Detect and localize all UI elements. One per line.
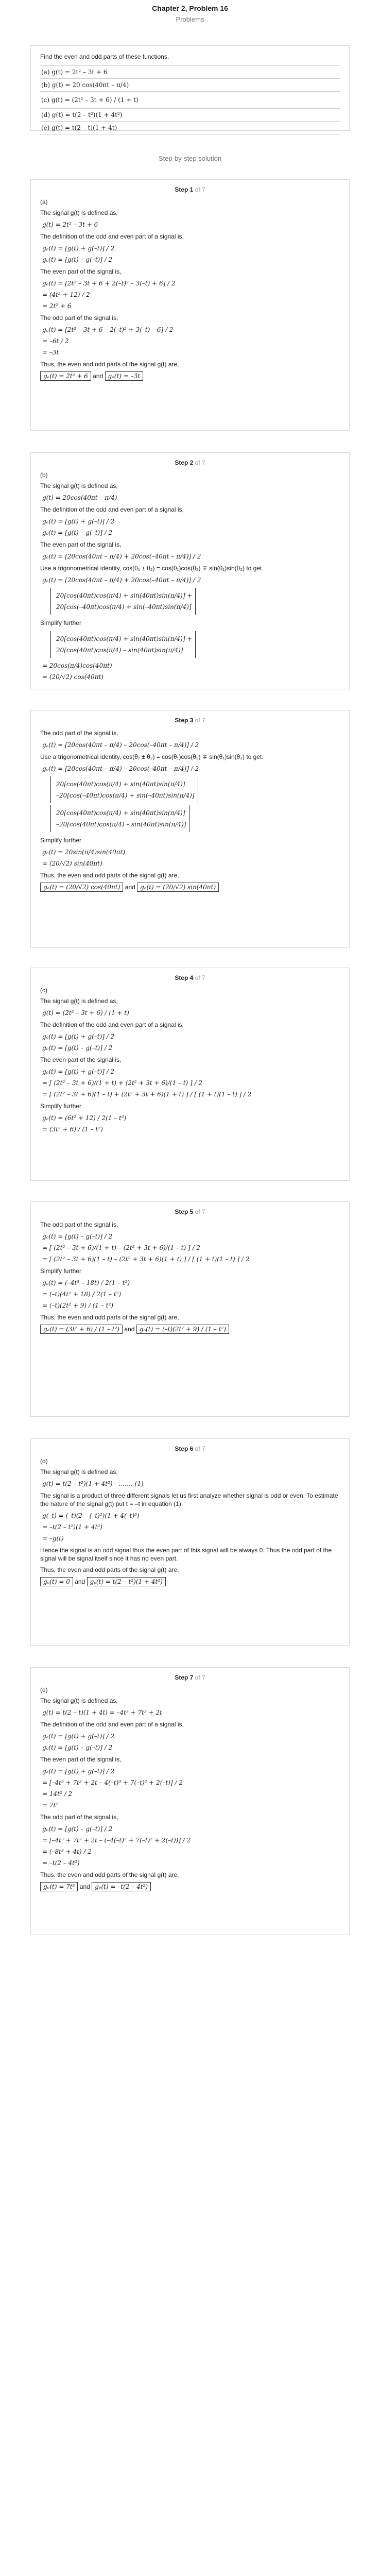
equation: = (20/√2) sin(40πt) — [42, 860, 102, 867]
equation: = 20cos(π/4)cos(40πt) — [42, 662, 112, 669]
equation: 20[cos(40πt)cos(π/4) + sin(40πt)sin(π/4)] — [56, 809, 185, 817]
equation: gₒ(t) = [20cos(40πt – π/4) – 20cos(–40πt – π/4)] / 2 — [42, 765, 199, 772]
equation: gₑ(t) = [g(t) + g(–t)] / 2 — [42, 1068, 115, 1075]
problem-part: (c) g(t) = (2t² – 3t + 6) / (1 + t) — [40, 92, 340, 109]
problem-part-row — [40, 79, 340, 92]
answer-box-even: gₑ(t) = (3t² + 6) / (1 – t²) — [40, 1325, 123, 1334]
problem-part: (d) g(t) = t(2 – t²)(1 + 4t²) — [40, 109, 340, 122]
step-text: The signal g(t) is defined as, — [40, 482, 118, 489]
step-text: The odd part of the signal is, — [40, 1221, 118, 1228]
step-text: The signal g(t) is defined as, — [40, 209, 118, 216]
and-text: and — [124, 1326, 135, 1333]
step-text: The even part of the signal is, — [40, 1056, 122, 1063]
equation: 20[cos(40πt)cos(π/4) + sin(40πt)sin(π/4)] — [56, 781, 185, 788]
equation: gₑ(t) = [g(t) + g(–t)] / 2 — [42, 245, 115, 252]
step-card-3 — [30, 710, 350, 948]
step-header — [40, 459, 340, 466]
equation: gₑ(t) = [g(t) + g(–t)] / 2 — [42, 518, 115, 525]
equation: = [–4t³ + 7t² + 2t – 4(–t)³ + 7(–t)² + 2(–t)] / 2 — [42, 1779, 183, 1786]
step-header — [40, 1208, 340, 1215]
answer-box-even: gₑ(t) = (20/√2) cos(40πt) — [40, 883, 123, 892]
equation: = (3t² + 6) / (1 – t²) — [42, 1126, 103, 1133]
step-text: Use a trigonometrical identity, cos(θ₁ ± θ₂) = cos(θ₁)cos(θ₂) ∓ sin(θ₁)sin(θ₂) to get. — [40, 565, 264, 572]
equation: = [ (2t² – 3t + 6)(1 – t) + (2t² + 3t + 6)(1 + t) ] / [ (1 + t)(1 – t) ] / 2 — [42, 1091, 252, 1098]
step-text: Simplify further — [40, 1103, 82, 1110]
step-label: Step 4 — [175, 974, 194, 981]
answer-box-odd: gₒ(t) = (–t)(2t² + 9) / (1 – t²) — [136, 1325, 229, 1334]
equation: = (–t)(4t² + 18) / 2(1 – t²) — [42, 1291, 122, 1298]
answer-box-odd: gₒ(t) = t(2 – t²)(1 + 4t²) — [87, 1577, 166, 1586]
expanded-bracket — [50, 805, 189, 832]
step-label: Step 1 — [175, 186, 194, 193]
step-text: The odd part of the signal is, — [40, 314, 118, 321]
equation: gₒ(t) = 20sin(π/4)sin(40πt) — [42, 849, 126, 856]
step-label: Step 7 — [175, 1674, 194, 1681]
equation: = 2t² + 6 — [42, 302, 72, 310]
problem-intro: Find the even and odd parts of these functions. — [40, 53, 169, 60]
answer-box-even: gₑ(t) = 2t² + 6 — [40, 371, 91, 381]
equation: = 14t² / 2 — [42, 1790, 73, 1798]
step-text: Thus, the even and odd parts of the signal g(t) are, — [40, 361, 179, 368]
final-answer — [40, 1325, 340, 1334]
equation: gₑ(t) = [g(t) + g(–t)] / 2 — [42, 1733, 115, 1740]
equation: 20[cos(40πt)cos(π/4) + sin(40πt)sin(π/4)] + — [56, 592, 193, 599]
equation: gₒ(t) = [g(t) – g(–t)] / 2 — [42, 1044, 113, 1052]
equation: gₒ(t) = [g(t) – g(–t)] / 2 — [42, 529, 113, 536]
step-text: Simplify further — [40, 837, 82, 844]
equation: = [ (2t² – 3t + 6)(1 – t) – (2t² + 3t + 6)(1 + t) ] / [ (1 + t)(1 – t) ] / 2 — [42, 1256, 250, 1263]
step-count: of 7 — [195, 974, 205, 981]
step-text: Use a trigonometrical identity, cos(θ₁ ± θ₂) = cos(θ₁)cos(θ₂) ∓ sin(θ₁)sin(θ₂) to get. — [40, 753, 264, 760]
step-text: The signal g(t) is defined as, — [40, 997, 118, 1005]
step-count: of 7 — [195, 459, 205, 466]
equation: gₒ(t) = [g(t) – g(–t)] / 2 — [42, 1825, 113, 1833]
equation: = (–t)(2t² + 9) / (1 – t²) — [42, 1302, 113, 1309]
step-header — [40, 1674, 340, 1681]
equation: gₑ(t) = [2t² – 3t + 6 + 2(–t)² – 3(–t) + 6] / 2 — [42, 280, 176, 287]
equation: = [ (2t² – 3t + 6)/(1 + t) – (2t² + 3t + 6)/(1 – t) ] / 2 — [42, 1244, 200, 1251]
equation: gₑ(t) = (6t² + 12) / 2(1 – t²) — [42, 1114, 127, 1122]
and-text: and — [79, 1883, 90, 1890]
step-text: The signal is a product of three different signals let us first analyze whether signal is odd or even. To estimate the nature of the signal g(t) put t = –t in equation (1). — [40, 1492, 338, 1507]
and-text: and — [93, 372, 103, 380]
equation: 20[cos(40πt)cos(π/4) – sin(40πt)sin(π/4)] — [56, 647, 183, 654]
final-answer — [40, 1577, 340, 1586]
equation: gₒ(t) = [20cos(40πt – π/4) – 20cos(–40πt – π/4)] / 2 — [42, 741, 199, 749]
and-text: and — [75, 1578, 85, 1585]
equation: = –6t / 2 — [42, 337, 69, 345]
equation: gₑ(t) = [20cos(40πt – π/4) + 20cos(–40πt – π/4)] / 2 — [42, 553, 201, 560]
step-label: Step 2 — [175, 459, 194, 466]
part-label: (c) — [40, 987, 47, 994]
step-text: The definition of the odd and even part of a signal is, — [40, 1021, 184, 1028]
equation: gₑ(t) = [g(t) + g(–t)] / 2 — [42, 1768, 115, 1775]
equation: g(–t) = (–t)(2 – (–t)²)(1 + 4(–t)²) — [42, 1512, 140, 1519]
equation: gₑ(t) = [g(t) + g(–t)] / 2 — [42, 1033, 115, 1040]
final-answer — [40, 371, 340, 381]
step-text: The signal g(t) is defined as, — [40, 1697, 118, 1704]
step-label: Step 5 — [175, 1208, 194, 1215]
problems-label: Problems — [176, 15, 204, 23]
step-count: of 7 — [195, 1208, 205, 1215]
equation: = –g(t) — [42, 1535, 64, 1542]
answer-box-odd: gₒ(t) = (20/√2) sin(40πt) — [137, 883, 219, 892]
step-header — [40, 186, 340, 193]
equation: = –3t — [42, 349, 59, 356]
and-text: and — [125, 884, 135, 891]
step-text: The signal g(t) is defined as, — [40, 1468, 118, 1476]
equation: g(t) = 2t² – 3t + 6 — [42, 221, 98, 228]
step-text: The even part of the signal is, — [40, 1756, 122, 1763]
expanded-bracket — [50, 631, 196, 658]
step-text: The definition of the odd and even part of a signal is, — [40, 506, 184, 513]
equation: g(t) = 20cos(40πt – π/4) — [42, 494, 117, 501]
equation: = [–4t³ + 7t² + 2t – (–4(–t)³ + 7(–t)² + 2(–t))] / 2 — [42, 1837, 191, 1844]
problem-parts-table — [40, 65, 340, 134]
problem-part-row — [40, 92, 340, 109]
equation: gₒ(t) = (–4t³ – 18t) / 2(1 – t²) — [42, 1279, 130, 1286]
step-label: Step 3 — [175, 717, 194, 724]
equation: = (4t² + 12) / 2 — [42, 291, 90, 298]
step-count: of 7 — [195, 717, 205, 724]
step-count: of 7 — [195, 1674, 205, 1681]
step-text: Simplify further — [40, 1267, 82, 1275]
final-answer — [40, 883, 340, 892]
step-header — [40, 717, 340, 724]
step-header — [40, 1445, 340, 1452]
equation: 20[cos(40πt)cos(π/4) + sin(40πt)sin(π/4)] + — [56, 635, 193, 642]
step-count: of 7 — [195, 186, 205, 193]
equation: –20[cos(40πt)cos(π/4) – sin(40πt)sin(π/4)] — [56, 821, 186, 828]
equation: gₒ(t) = [g(t) – g(–t)] / 2 — [42, 1744, 113, 1751]
equation: gₒ(t) = [g(t) – g(–t)] / 2 — [42, 1233, 113, 1240]
step-text: Thus, the even and odd parts of the signal g(t) are, — [40, 1314, 179, 1321]
equation: gₒ(t) = [2t² – 3t + 6 – 2(–t)² + 3(–t) – 6] / 2 — [42, 326, 174, 333]
step-text: Thus, the even and odd parts of the signal g(t) are, — [40, 1871, 179, 1878]
expanded-bracket — [50, 588, 196, 615]
equation: = [ (2t² – 3t + 6)/(1 + t) + (2t² + 3t + 6)/(1 – t) ] / 2 — [42, 1079, 203, 1087]
step-count: of 7 — [195, 1445, 205, 1452]
step-text: The odd part of the signal is, — [40, 730, 118, 737]
expanded-bracket — [50, 776, 198, 803]
equation: = –t(2 – 4t²) — [42, 1859, 80, 1867]
step-text: Thus, the even and odd parts of the signal g(t) are, — [40, 1566, 179, 1573]
equation: g(t) = (2t² – 3t + 6) / (1 + t) — [42, 1009, 129, 1016]
part-label: (b) — [40, 471, 48, 479]
step-header — [40, 974, 340, 981]
problem-card — [30, 45, 350, 131]
step-card-6 — [30, 1438, 350, 1646]
step-card-2 — [30, 452, 350, 689]
final-answer — [40, 1882, 340, 1891]
step-card-1 — [30, 179, 350, 431]
equation: g(t) = t(2 – t²)(1 + 4t²) ……. (1) — [42, 1480, 144, 1487]
step-text: The definition of the odd and even part of a signal is, — [40, 233, 184, 240]
equation: = (–8t³ + 4t) / 2 — [42, 1848, 92, 1855]
answer-box-odd: gₒ(t) = –t(2 – 4t²) — [92, 1882, 151, 1891]
part-label: (d) — [40, 1458, 48, 1465]
step-text: The definition of the odd and even part of a signal is, — [40, 1721, 184, 1728]
step-text: Hence the signal is an odd signal thus the even part of this signal will be always 0. Thus the odd part of the signal will be signal itself since it has no even part. — [40, 1547, 332, 1562]
problem-part-row — [40, 109, 340, 122]
equation: gₑ(t) = [20cos(40πt – π/4) + 20cos(–40πt – π/4)] / 2 — [42, 577, 201, 584]
solution-title: Step-by-step solution — [158, 155, 222, 162]
problem-part: (e) g(t) = t(2 – t)(1 + 4t) — [40, 122, 340, 134]
step-text: The odd part of the signal is, — [40, 1814, 118, 1821]
equation: 20[cos(–40πt)cos(π/4) + sin(–40πt)sin(π/4)] — [56, 603, 192, 611]
equation: g(t) = t(2 – t)(1 + 4t) = –4t³ + 7t² + 2t — [42, 1709, 163, 1716]
step-text: Simplify further — [40, 619, 82, 626]
page-header — [0, 0, 380, 23]
answer-box-even: gₑ(t) = 0 — [40, 1577, 73, 1586]
chapter-title: Chapter 2, Problem 16 — [152, 4, 228, 12]
problem-part: (a) g(t) = 2t² – 3t + 6 — [40, 66, 340, 79]
equation: –20[cos(–40πt)cos(π/4) + sin(–40πt)sin(π/4)] — [56, 792, 195, 799]
step-text: The even part of the signal is, — [40, 541, 122, 548]
equation: = –t(2 – t²)(1 + 4t²) — [42, 1523, 102, 1531]
part-label: (e) — [40, 1686, 48, 1693]
equation: = (20/√2) cos(40πt) — [42, 673, 104, 681]
equation: gₒ(t) = [g(t) – g(–t)] / 2 — [42, 256, 113, 263]
part-label: (a) — [40, 198, 48, 206]
answer-box-odd: gₒ(t) = –3t — [105, 371, 144, 381]
step-card-4 — [30, 968, 350, 1181]
step-card-5 — [30, 1201, 350, 1417]
step-text: Thus, the even and odd parts of the signal g(t) are, — [40, 872, 179, 879]
problem-part-row — [40, 66, 340, 79]
step-label: Step 6 — [175, 1445, 194, 1452]
step-card-7 — [30, 1667, 350, 1935]
step-text: The even part of the signal is, — [40, 268, 122, 275]
equation: = 7t² — [42, 1802, 59, 1809]
answer-box-even: gₑ(t) = 7t² — [40, 1882, 78, 1891]
problem-part-row — [40, 122, 340, 134]
problem-part: (b) g(t) = 20 cos(40πt – π/4) — [40, 79, 340, 92]
